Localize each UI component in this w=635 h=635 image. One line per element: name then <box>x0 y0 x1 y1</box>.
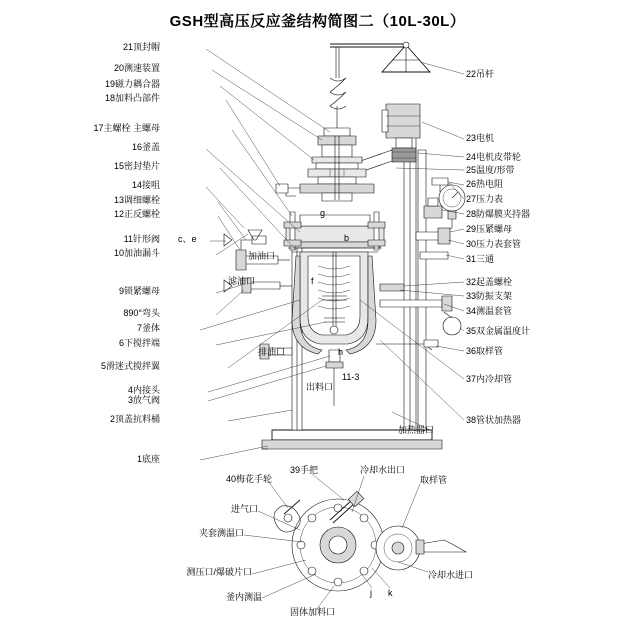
label-33-anti-vibration-bracket: 33防振支架 <box>466 291 513 301</box>
label-17-main-bolt-nut: 17主螺栓 主螺母 <box>93 123 160 133</box>
label-k: k <box>388 588 393 598</box>
label-40-handwheel: 40梅花手轮 <box>225 474 272 484</box>
label-11-needle-valve: 11针形阀 <box>123 234 160 244</box>
oil-valve-group <box>224 230 292 359</box>
inline-label-heater-port: 加热器口 <box>398 425 435 435</box>
vessel-lid-group <box>284 212 385 252</box>
label-3-vent-valve: 3放气阀 <box>127 395 160 405</box>
label-sampling-tube-port: 取样管 <box>420 475 448 485</box>
label-5-stirring-blade: 5滑迷式搅拌翼 <box>100 361 160 371</box>
vessel-body-group <box>292 252 376 406</box>
label-gas-inlet: 进气口 <box>230 504 258 514</box>
label-13-fine-bolt: 13调细螺栓 <box>113 195 160 205</box>
label-10-oil-funnel: 10加油漏斗 <box>113 248 160 258</box>
label-18-feed-part: 18加料凸部件 <box>104 93 160 103</box>
label-21-top-cap: 21顶封帽 <box>122 42 160 52</box>
inline-label-oil-filter-port: 滤油口 <box>228 276 256 286</box>
label-37-internal-cooling-coil: 37内冷却管 <box>466 374 513 384</box>
inline-label-ce: c、e <box>178 234 197 244</box>
inline-label-h: h <box>338 347 344 357</box>
label-36-sampling-tube: 36取样管 <box>466 346 504 356</box>
label-solid-feed-port: 固体加料口 <box>290 607 336 617</box>
inline-label-discharge-port: 出料口 <box>306 382 334 392</box>
label-19-magnetic-coupling: 19磁力耦合器 <box>104 79 160 89</box>
label-35-bimetal-thermometer: 35双金属温度计 <box>466 326 531 336</box>
label-32-lifting-bolt: 32起盖螺栓 <box>466 277 513 287</box>
label-26-thermal-resistor: 26热电阻 <box>466 179 504 189</box>
label-internal-temp-port: 釜内测温 <box>225 592 262 602</box>
label-1-base: 1底座 <box>136 454 160 464</box>
label-8-elbow: 890°弯头 <box>123 308 160 318</box>
label-39-handle: 39手把 <box>290 465 319 475</box>
inline-label-oil-inlet: 加油口 <box>248 251 276 261</box>
label-20-speed-meter: 20测速装置 <box>113 63 160 73</box>
label-24-motor-pulley: 24电机皮带轮 <box>466 152 522 162</box>
label-34-thermowell: 34测温套管 <box>466 306 513 316</box>
label-2-lid-feed-barrel: 2顶盖抗料桶 <box>109 414 160 424</box>
label-pressure-rupture-port: 测压口/爆破片口 <box>186 567 252 577</box>
label-6-lower-stirrer: 6下搅拌端 <box>118 338 160 348</box>
top-cap-group <box>276 128 374 201</box>
page-title: GSH型高压反应釜结构简图二（10L-30L） <box>169 13 466 30</box>
label-22-lifting-rod: 22吊杆 <box>466 69 495 79</box>
label-29-compression-nut: 29压紧螺母 <box>466 224 513 234</box>
label-jacket-temp-port: 夹套测温口 <box>198 528 244 538</box>
label-30-gauge-sleeve: 30压力表套管 <box>466 239 522 249</box>
inline-label-drain-port: 排油口 <box>258 347 286 357</box>
label-38-tubular-heater: 38管状加热器 <box>466 415 522 425</box>
label-4-inner-joint: 4内接头 <box>127 385 160 395</box>
label-31-tee: 31三通 <box>466 254 495 264</box>
label-28-rupture-disc-holder: 28防爆膜夹持器 <box>466 209 531 219</box>
inline-label-11-3: 11-3 <box>342 372 360 382</box>
label-7-vessel-body: 7釜体 <box>136 323 160 333</box>
label-23-motor: 23电机 <box>466 133 495 143</box>
label-j: j <box>370 588 372 598</box>
label-14-nozzle: 14接咀 <box>131 180 160 190</box>
label-25-belt: 25温度/形带 <box>466 165 515 175</box>
label-cooling-water-inlet: 冷却水进口 <box>428 570 474 580</box>
inline-label-g: g <box>320 208 326 218</box>
label-16-vessel-lid: 16釜盖 <box>131 142 160 152</box>
label-12-reverse-bolt: 12正反螺栓 <box>113 209 160 219</box>
label-27-pressure-gauge: 27压力表 <box>466 194 504 204</box>
label-9-lock-nut: 9锁紧螺母 <box>118 286 160 296</box>
label-15-seal-gasket: 15密封垫片 <box>113 161 160 171</box>
label-cooling-water-outlet: 冷却水出口 <box>360 465 406 475</box>
inline-label-b: b <box>344 233 350 243</box>
top-view-group <box>244 474 466 610</box>
inline-label-f: f <box>311 276 314 286</box>
